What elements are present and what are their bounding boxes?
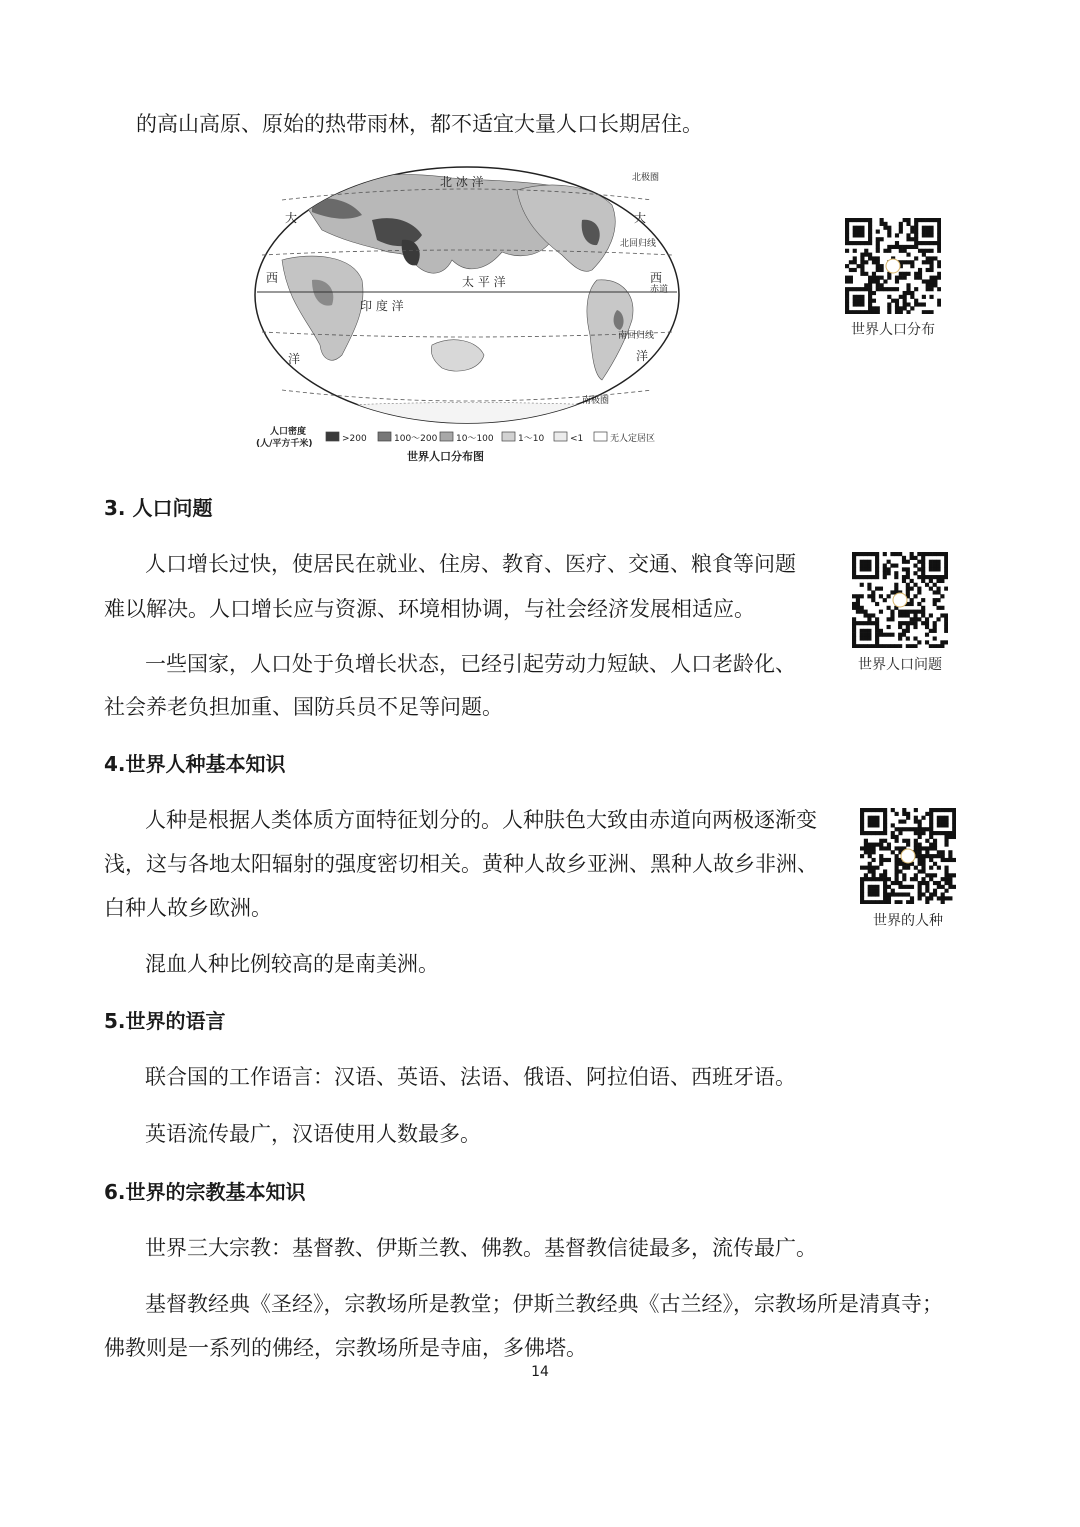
section-5-p1: 联合国的工作语言：汉语、英语、法语、俄语、阿拉伯语、西班牙语。 bbox=[145, 1065, 796, 1089]
section-4-p1-line3: 白种人故乡欧洲。 bbox=[104, 896, 272, 920]
label-equator: 赤道 bbox=[650, 285, 669, 295]
section-4-p1-line1: 人种是根据人类体质方面特征划分的。人种肤色大致由赤道向两极逐渐变 bbox=[145, 808, 817, 832]
legend-swatch bbox=[378, 432, 391, 441]
intro-paragraph: 的高山高原、原始的热带雨林，都不适宜大量人口长期居住。 bbox=[136, 112, 703, 136]
label-arctic-circle: 北极圈 bbox=[632, 173, 660, 183]
legend-label: 100～200 bbox=[394, 434, 438, 444]
qr-code-icon bbox=[845, 218, 941, 314]
qr-code-icon bbox=[852, 552, 948, 648]
qr-code-human-races[interactable] bbox=[860, 808, 956, 904]
legend-swatch bbox=[554, 432, 567, 441]
world-map-figure bbox=[252, 160, 692, 470]
section-6-p1: 世界三大宗教：基督教、伊斯兰教、佛教。基督教信徒最多，流传最广。 bbox=[145, 1236, 817, 1260]
qr-code-population-distribution[interactable] bbox=[845, 218, 941, 314]
legend-label: <1 bbox=[570, 434, 584, 444]
label-tropic-cancer: 北回归线 bbox=[620, 239, 657, 249]
section-4-p1-line2: 浅，这与各地太阳辐射的强度密切相关。黄种人故乡亚洲、黑种人故乡非洲、 bbox=[104, 852, 818, 876]
qr-code-icon bbox=[860, 808, 956, 904]
section-4-p2: 混血人种比例较高的是南美洲。 bbox=[145, 952, 439, 976]
section-3-p2-line2: 社会养老负担加重、国防兵员不足等问题。 bbox=[104, 695, 503, 719]
qr-code-population-problems[interactable] bbox=[852, 552, 948, 648]
section-5-heading: 5.世界的语言 bbox=[104, 1009, 226, 1033]
page-number: 14 bbox=[531, 1364, 549, 1380]
qr-caption-population-problems: 世界人口问题 bbox=[858, 657, 942, 673]
section-6-p2-line1: 基督教经典《圣经》，宗教场所是教堂；伊斯兰教经典《古兰经》，宗教场所是清真寺； bbox=[145, 1292, 943, 1316]
label-atlantic-left-3: 洋 bbox=[288, 352, 301, 366]
label-atlantic-left-2: 西 bbox=[266, 271, 279, 285]
legend-label: >200 bbox=[342, 434, 367, 444]
section-5-p2: 英语流传最广，汉语使用人数最多。 bbox=[145, 1122, 481, 1146]
legend-label: 无人定居区 bbox=[610, 434, 656, 444]
section-3-heading: 3. 人口问题 bbox=[104, 496, 213, 520]
legend-title-line2: (人/平方千米) bbox=[256, 439, 313, 449]
legend-swatch bbox=[440, 432, 453, 441]
section-3-p1-line1: 人口增长过快，使居民在就业、住房、教育、医疗、交通、粮食等问题 bbox=[145, 552, 796, 576]
legend-label: 10～100 bbox=[456, 434, 494, 444]
map-caption: 世界人口分布图 bbox=[407, 450, 484, 463]
label-tropic-capricorn: 南回归线 bbox=[618, 331, 655, 341]
qr-caption-population-distribution: 世界人口分布 bbox=[851, 322, 935, 338]
qr-caption-human-races: 世界的人种 bbox=[873, 913, 943, 929]
section-6-p2-line2: 佛教则是一系列的佛经，宗教场所是寺庙，多佛塔。 bbox=[104, 1336, 587, 1360]
legend-items bbox=[326, 432, 655, 444]
legend-label: 1～10 bbox=[518, 434, 545, 444]
legend-title-line1: 人口密度 bbox=[270, 427, 307, 437]
section-6-heading: 6.世界的宗教基本知识 bbox=[104, 1180, 306, 1204]
label-atlantic-right-1: 大 bbox=[634, 211, 647, 225]
section-3-p1-line2: 难以解决。人口增长应与资源、环境相协调，与社会经济发展相适应。 bbox=[104, 597, 755, 621]
label-arctic-ocean: 北 冰 洋 bbox=[440, 175, 484, 189]
label-indian-ocean: 印 度 洋 bbox=[360, 299, 404, 313]
legend-swatch bbox=[502, 432, 515, 441]
legend-swatch bbox=[326, 432, 339, 441]
label-antarctic-circle: 南极圈 bbox=[582, 396, 610, 406]
label-pacific-ocean: 太 平 洋 bbox=[462, 275, 506, 289]
label-atlantic-right-3: 洋 bbox=[636, 349, 649, 363]
world-population-map bbox=[252, 160, 692, 470]
section-3-p2-line1: 一些国家，人口处于负增长状态，已经引起劳动力短缺、人口老龄化、 bbox=[145, 652, 796, 676]
label-atlantic-left-1: 大 bbox=[285, 211, 298, 225]
legend-swatch bbox=[594, 432, 607, 441]
label-atlantic-right-2: 西 bbox=[650, 271, 663, 285]
section-4-heading: 4.世界人种基本知识 bbox=[104, 752, 286, 776]
